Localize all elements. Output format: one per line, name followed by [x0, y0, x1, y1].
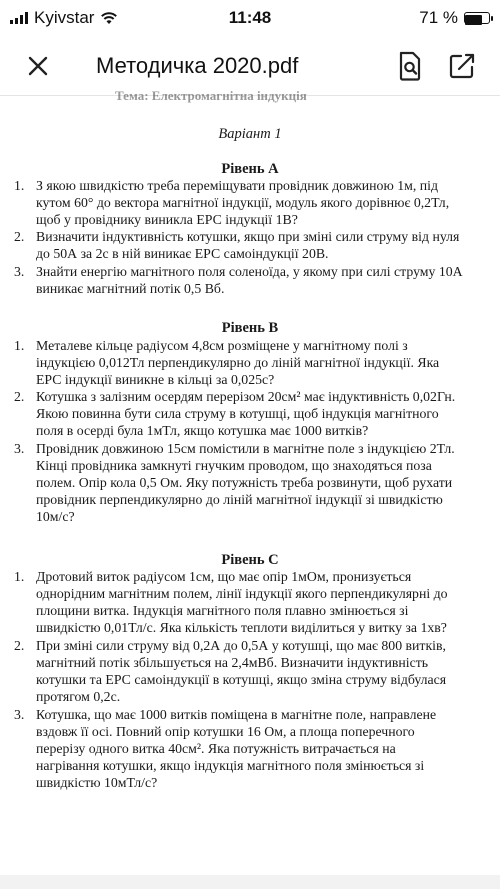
edit-icon	[448, 52, 476, 80]
cellular-signal-icon	[10, 12, 28, 24]
task-b1	[14, 338, 484, 389]
task-number: 1.	[14, 338, 25, 353]
task-line: виникає магнітний потік 0,5 Вб.	[36, 280, 225, 296]
level-c-title: Рівень С	[221, 552, 279, 568]
task-line: Котушка, що має 1000 витків поміщена в магнітне поле, направлене	[36, 707, 437, 722]
task-c1	[14, 569, 484, 637]
carrier-name: Kyivstar	[34, 8, 95, 27]
task-line: ЕРС індукції виникне в кільці за 0,025с?	[36, 371, 275, 387]
status-time: 11:48	[228, 8, 272, 27]
task-line: однорідним магнітним полем, лінії індукції якого перпендикулярні до	[36, 585, 448, 601]
task-number: 1.	[14, 569, 25, 584]
wifi-icon	[100, 11, 118, 25]
task-number: 2.	[14, 389, 25, 404]
bottom-edge	[0, 875, 500, 889]
task-line: магнітний потік збільшується на 2,4мВб. Визначити індуктивність	[36, 654, 429, 670]
task-line: індукцією 0,012Тл перпендикулярно до ліній магнітної індукції. Яка	[36, 354, 440, 370]
document-toolbar	[0, 36, 500, 96]
level-a-title: Рівень А	[221, 161, 279, 177]
variant-title: Варіант 1	[218, 126, 282, 142]
task-line: Металеве кільце радіусом 4,8см розміщене у магнітному полі з	[36, 338, 408, 353]
close-icon	[27, 55, 49, 77]
task-line: провідник перпендикулярно до ліній магнітної індукції зі швидкістю	[36, 491, 443, 507]
search-document-button[interactable]	[390, 46, 430, 86]
search-document-icon	[396, 51, 424, 81]
task-line: Якою повинна бути сила струму в котушці, щоб індукція магнітного	[36, 405, 439, 421]
task-line: до 50А за 2с в ній виникає ЕРС самоіндукції 20В.	[36, 245, 329, 261]
task-line: протягом 0,2с.	[36, 688, 121, 704]
task-line: щоб у провіднику виникла ЕРС індукції 1В?	[36, 211, 298, 227]
battery-level	[465, 15, 482, 25]
task-a3	[14, 264, 484, 298]
task-b2	[14, 389, 484, 440]
task-line: полем. Опір кола 0,5 Ом. Яку потужність треба розвинути, щоб рухати	[36, 474, 453, 490]
task-line: З якою швидкістю треба переміщувати провідник довжиною 1м, під	[36, 178, 438, 193]
task-number: 2.	[14, 229, 25, 244]
level-b-title: Рівень В	[221, 320, 279, 336]
task-number: 1.	[14, 178, 25, 193]
cut-off-heading: Тема: Електромагнітна індукція	[115, 88, 307, 103]
battery-percent: 71 %	[419, 8, 458, 27]
task-b3	[14, 441, 484, 526]
task-line: кутом 60° до вектора магнітної індукції, модуль якого дорівнює 0,2Тл,	[36, 194, 450, 210]
task-line: Кінці провідника замкнуті гнучким проводом, що знаходяться поза	[36, 457, 432, 473]
task-line: котушки та ЕРС самоіндукції в котушці, якщо зміна струму відбулася	[36, 671, 447, 687]
task-line: 10м/с?	[36, 508, 75, 524]
task-line: Дротовий виток радіусом 1см, що має опір 1мОм, пронизується	[36, 569, 412, 584]
task-line: поля в осерді була 1мТл, якщо котушка має 1000 витків?	[36, 422, 369, 438]
status-left	[10, 8, 170, 28]
task-line: Знайти енергію магнітного поля соленоїда, у якому при силі струму 10А	[36, 264, 463, 279]
task-c2	[14, 638, 484, 706]
task-line: При зміні сили струму від 0,2А до 0,5А у котушці, що має 800 витків,	[36, 638, 446, 653]
task-line: Визначити індуктивність котушки, якщо при зміні сили струму від нуля	[36, 229, 460, 244]
task-line: швидкістю 10мТл/с?	[36, 774, 158, 790]
battery-icon	[464, 12, 490, 24]
task-a1	[14, 178, 484, 229]
task-number: 3.	[14, 441, 25, 456]
task-line: Котушка з залізним осердям перерізом 20см² має індуктивність 0,02Гн.	[36, 389, 456, 404]
task-line: вздовж її осі. Повний опір котушки 16 Ом, а площа поперечного	[36, 723, 415, 739]
status-bar	[0, 0, 500, 36]
task-line: швидкістю 0,01Тл/с. Яка кількість теплоти виділиться у витку за 1хв?	[36, 619, 447, 635]
task-number: 3.	[14, 264, 25, 279]
close-button[interactable]	[18, 46, 58, 86]
task-line: площини витка. Індукція магнітного поля плавно змінюється зі	[36, 602, 409, 618]
task-c3	[14, 707, 484, 792]
edit-button[interactable]	[442, 46, 482, 86]
status-right	[330, 8, 490, 28]
task-line: нагрівання котушки, якщо індукція магнітного поля змінюється зі	[36, 757, 425, 773]
pdf-page[interactable]	[0, 88, 500, 889]
task-a2	[14, 229, 484, 263]
task-line: перерізу одного витка 40см². Яка потужність витрачається на	[36, 740, 396, 756]
task-number: 3.	[14, 707, 25, 722]
task-number: 2.	[14, 638, 25, 653]
document-title: Методичка 2020.pdf	[96, 52, 299, 78]
task-line: Провідник довжиною 15см помістили в магнітне поле з індукцією 2Тл.	[36, 441, 455, 456]
